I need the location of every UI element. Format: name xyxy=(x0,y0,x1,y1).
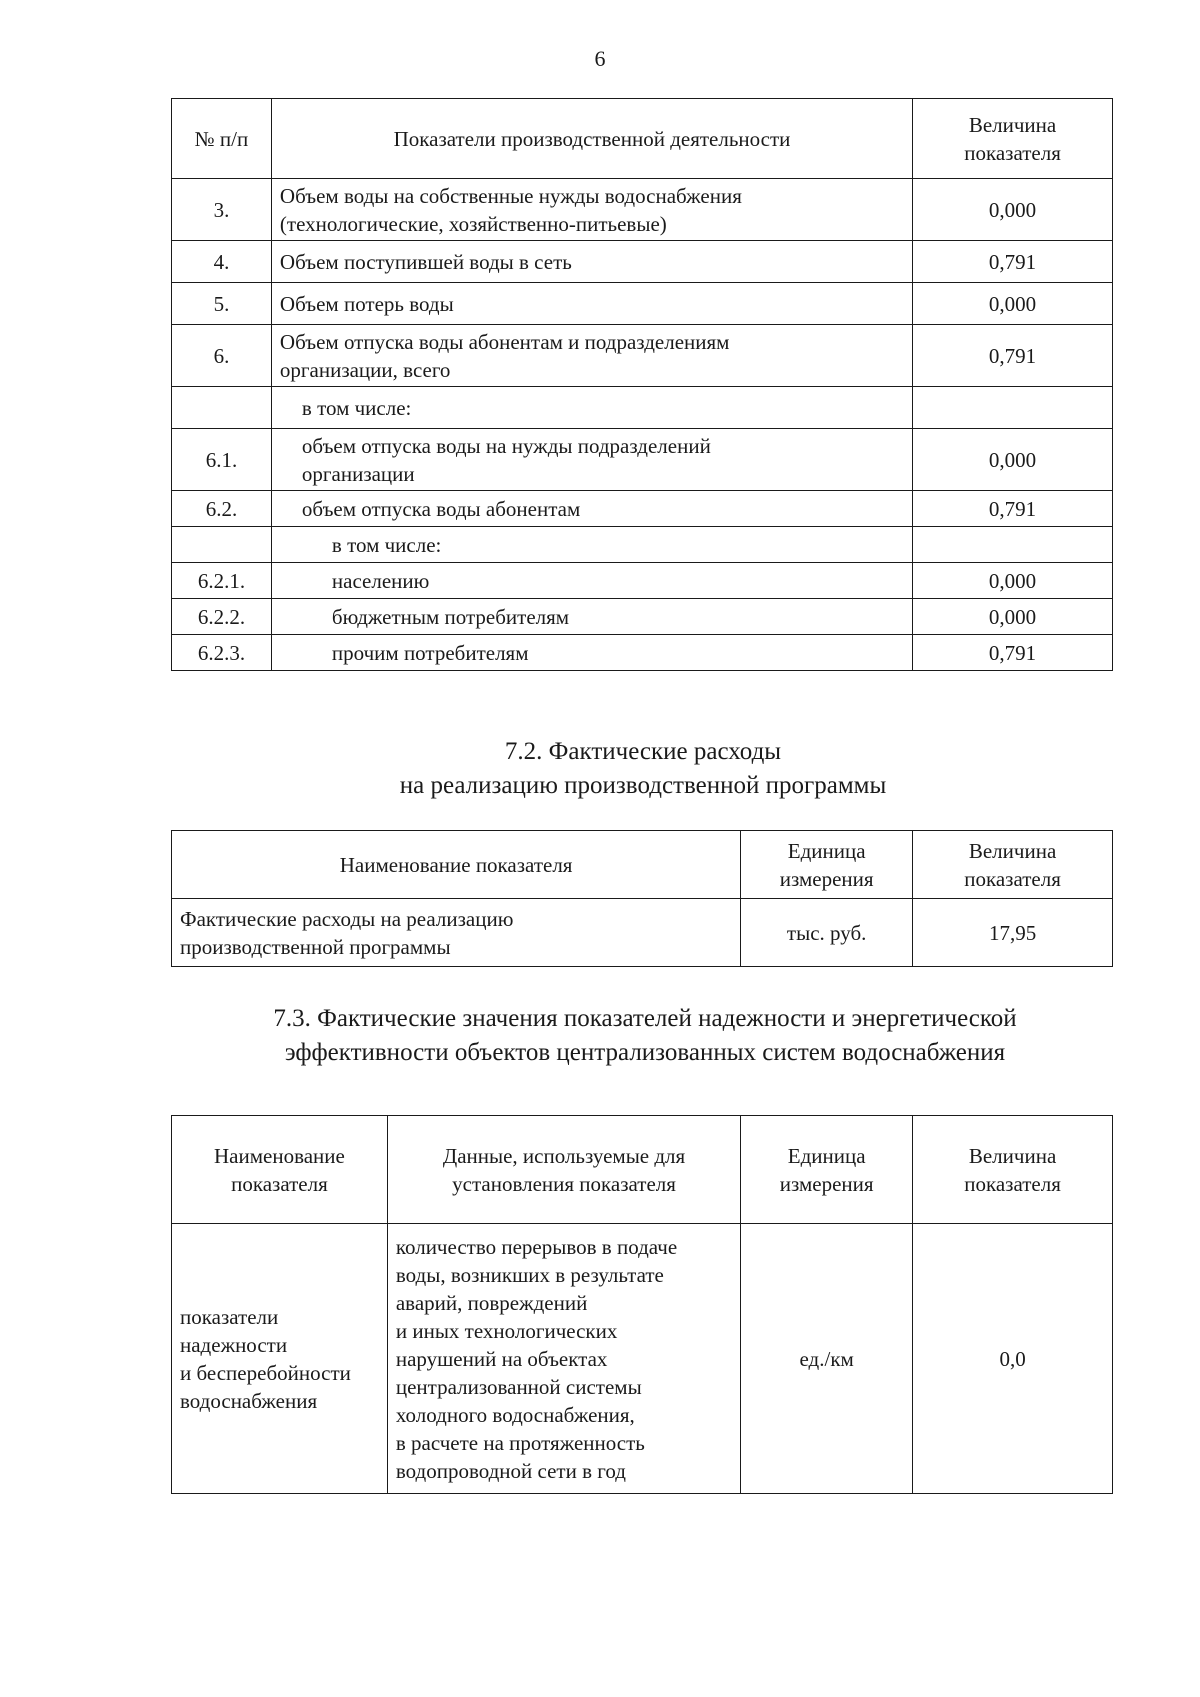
row-label-cell: Объем потерь воды xyxy=(271,283,912,325)
table-row xyxy=(172,179,1113,241)
row-number-cell: 5. xyxy=(172,283,272,325)
row-label-cell: объем отпуска воды абонентам xyxy=(271,491,912,527)
section-heading-7-3 xyxy=(0,1002,1200,1070)
row-label-cell: прочим потребителям xyxy=(271,635,912,671)
row-number-cell xyxy=(172,387,272,429)
header-unit: Единица измерения xyxy=(741,831,913,899)
section-7-3-title-line2: эффективности объектов централизованных систем водоснабжения xyxy=(284,1039,1006,1066)
row-number-cell: 6.2.2. xyxy=(172,599,272,635)
row-value-cell: 0,791 xyxy=(913,325,1113,387)
header-name: Наименование показателя xyxy=(172,831,741,899)
table-row xyxy=(172,527,1113,563)
reliability-value-cell: 0,0 xyxy=(913,1224,1113,1494)
row-value-cell: 0,000 xyxy=(913,599,1113,635)
row-value-cell xyxy=(913,527,1113,563)
row-label-cell: населению xyxy=(271,563,912,599)
row-label-cell: Объем отпуска воды абонентам и подразделениям организации, всего xyxy=(271,325,912,387)
row-label-cell: Объем воды на собственные нужды водоснабжения (технологические, хозяйственно-питьевые) xyxy=(271,179,912,241)
row-number-cell: 6.2.1. xyxy=(172,563,272,599)
expenses-unit-cell: тыс. руб. xyxy=(741,899,913,967)
table-row xyxy=(172,325,1113,387)
reliability-data-cell: количество перерывов в подаче воды, возникших в результате аварий, повреждений и иных технологических нарушений на объектах централизованной системы холодного водоснабжения, в расчете на протяженность водопроводной сети в год xyxy=(387,1224,740,1494)
table-row xyxy=(172,1224,1113,1494)
section-heading-7-2 xyxy=(0,735,1200,803)
row-number-cell: 6.1. xyxy=(172,429,272,491)
table-row xyxy=(172,283,1113,325)
table-row xyxy=(172,241,1113,283)
section-7-2-title-line2: на реализацию производственной программы xyxy=(399,772,887,799)
header-number: № п/п xyxy=(172,99,272,179)
row-number-cell: 6. xyxy=(172,325,272,387)
row-value-cell xyxy=(913,387,1113,429)
section-7-3-title-line1: 7.3. Фактические значения показателей надежности и энергетической xyxy=(273,1005,1017,1032)
table-row xyxy=(172,635,1113,671)
reliability-table xyxy=(171,1115,1113,1494)
row-value-cell: 0,791 xyxy=(913,241,1113,283)
page-number: 6 xyxy=(594,46,606,71)
row-number-cell: 4. xyxy=(172,241,272,283)
reliability-unit-cell: ед./км xyxy=(741,1224,913,1494)
row-number-cell: 6.2. xyxy=(172,491,272,527)
row-label-cell: Объем поступившей воды в сеть xyxy=(271,241,912,283)
table-row xyxy=(172,599,1113,635)
expenses-table xyxy=(171,830,1113,967)
expenses-value-cell: 17,95 xyxy=(913,899,1113,967)
row-label-cell: бюджетным потребителям xyxy=(271,599,912,635)
table-row xyxy=(172,899,1113,967)
section-7-2-title-line1: 7.2. Фактические расходы xyxy=(504,738,782,765)
table-row xyxy=(172,387,1113,429)
header-value: Величина показателя xyxy=(913,1116,1113,1224)
header-value: Величина показателя xyxy=(913,831,1113,899)
row-value-cell: 0,000 xyxy=(913,563,1113,599)
row-value-cell: 0,791 xyxy=(913,491,1113,527)
header-data: Данные, используемые для установления показателя xyxy=(387,1116,740,1224)
expenses-name-cell: Фактические расходы на реализацию производственной программы xyxy=(172,899,741,967)
row-value-cell: 0,000 xyxy=(913,179,1113,241)
row-label-cell: объем отпуска воды на нужды подразделений организации xyxy=(271,429,912,491)
row-number-cell xyxy=(172,527,272,563)
table-row xyxy=(172,491,1113,527)
table-row xyxy=(172,429,1113,491)
header-indicator: Показатели производственной деятельности xyxy=(271,99,912,179)
row-number-cell: 6.2.3. xyxy=(172,635,272,671)
row-number-cell: 3. xyxy=(172,179,272,241)
row-label-cell: в том числе: xyxy=(271,527,912,563)
header-unit: Единица измерения xyxy=(741,1116,913,1224)
row-value-cell: 0,000 xyxy=(913,429,1113,491)
reliability-name-cell: показатели надежности и бесперебойности водоснабжения xyxy=(172,1224,388,1494)
row-value-cell: 0,000 xyxy=(913,283,1113,325)
row-label-cell: в том числе: xyxy=(271,387,912,429)
header-value: Величина показателя xyxy=(913,99,1113,179)
row-value-cell: 0,791 xyxy=(913,635,1113,671)
table-row xyxy=(172,563,1113,599)
production-indicators-table xyxy=(171,98,1113,671)
header-name: Наименование показателя xyxy=(172,1116,388,1224)
